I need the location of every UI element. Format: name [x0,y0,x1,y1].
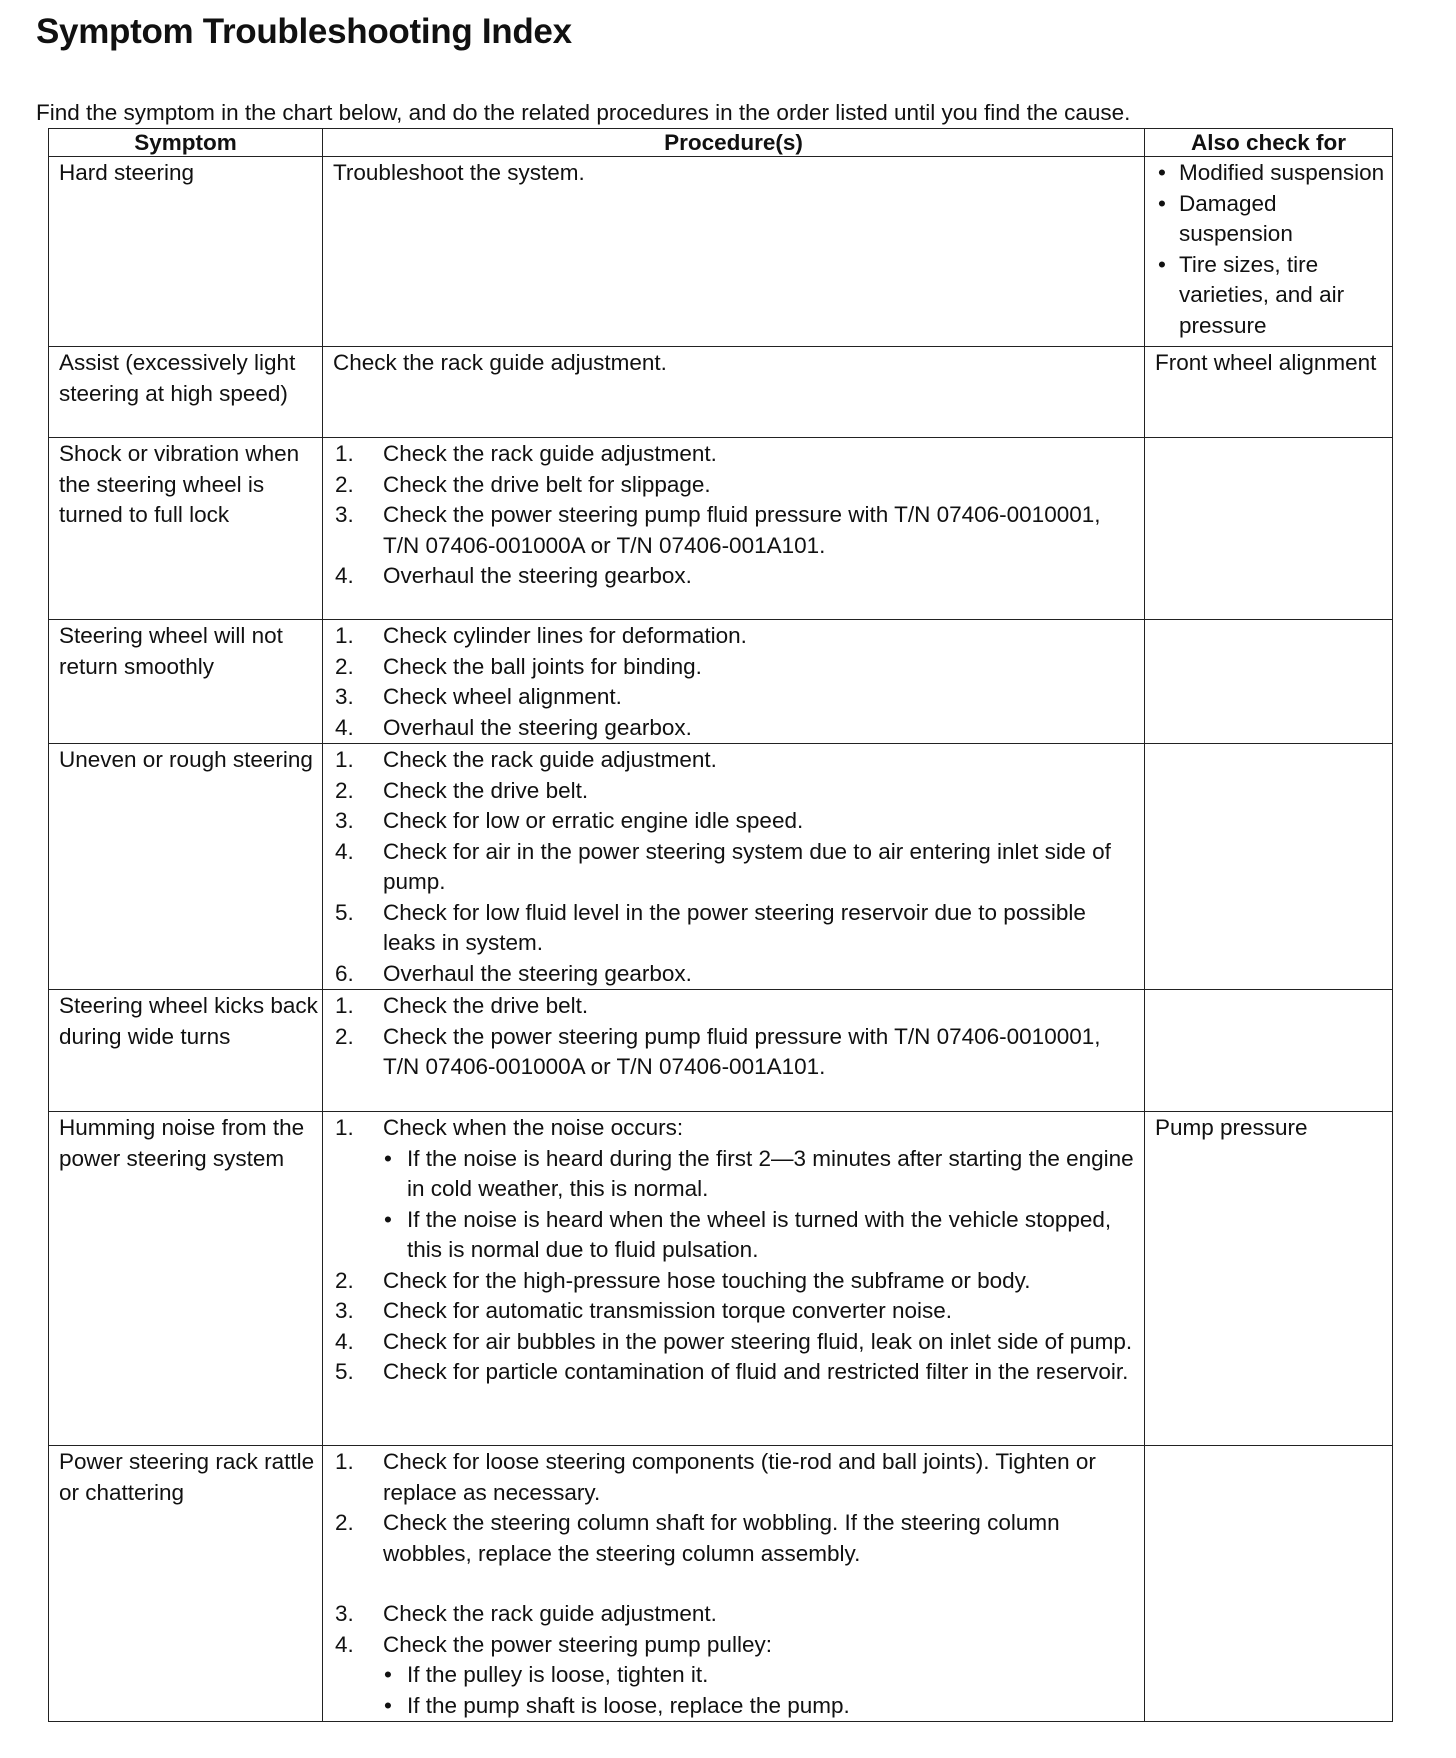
procedure-step: 1. Check for loose steering components (tie-rod and ball joints). Tighten or replace as necessary. [335,1449,1096,1505]
procedure-step: 4. Check the power steering pump pulley: • If the pulley is loose, tighten it. • If the pump shaft is loose, replace the pump. [333,1630,1140,1722]
procedure-step: 5. Check for particle contamination of fluid and restricted filter in the reservoir. [335,1359,1129,1384]
procedure-sub-item: • If the pulley is loose, tighten it. [383,1660,1140,1691]
procedure-step: 2. Check the ball joints for binding. [335,653,702,679]
procedure-sub-item: • If the pump shaft is loose, replace the pump. [383,1691,1140,1722]
header-symptom: Symptom [49,129,323,157]
procedure-step: 1. Check the drive belt. [335,993,589,1018]
also-check-cell [1145,438,1393,620]
troubleshooting-table [48,128,1393,1722]
procedure-step: 2. Check the drive belt. [335,777,589,803]
also-check-cell [1145,1446,1393,1722]
symptom-cell: Uneven or rough steering [49,744,323,990]
header-also-check: Also check for [1145,129,1393,157]
procedure-step: 3. Check wheel alignment. [335,684,622,709]
table-row [49,990,1393,1112]
procedure-step: 1. Check when the noise occurs: • If the noise is heard during the first 2—3 minutes after starting the engine in cold weather, this is normal. • If the noise is heard when the wheel is turned with the vehicle stopped, this is normal due to fluid pulsation. [333,1113,1140,1266]
header-row [49,129,1393,157]
procedure-cell [323,990,1145,1112]
procedure-cell [323,438,1145,620]
spacer [333,1569,1140,1599]
intro-text: Find the symptom in the chart below, and do the related procedures in the order listed until you find the cause. [36,100,1131,125]
procedure-cell: Check the rack guide adjustment. [323,347,1145,438]
also-check-cell [1145,157,1393,347]
header-procedures: Procedure(s) [323,129,1145,157]
symptom-cell: Steering wheel kicks back during wide turns [49,990,323,1112]
symptom-cell: Assist (excessively light steering at high speed) [49,347,323,438]
table-row [49,620,1393,744]
table-row [49,744,1393,990]
also-check-cell [1145,990,1393,1112]
procedure-step: 6. Overhaul the steering gearbox. [335,960,692,986]
procedure-step: 2. Check the power steering pump fluid pressure with T/N 07406-0010001, T/N 07406-001000A or T/N 07406-001A101. [335,1023,1101,1079]
procedure-step: 4. Overhaul the steering gearbox. [335,714,692,740]
procedure-step: 3. Check for automatic transmission torque converter noise. [335,1298,953,1323]
procedure-cell [323,620,1145,744]
table-row [49,1446,1393,1722]
symptom-cell: Hard steering [49,157,323,347]
procedure-step: 1. Check the rack guide adjustment. [335,747,717,772]
also-check-item: • Tire sizes, tire varieties, and air pressure [1155,250,1388,342]
procedure-step: 2. Check the drive belt for slippage. [335,471,711,497]
procedure-step: 3. Check for low or erratic engine idle speed. [335,808,804,833]
procedure-cell: Troubleshoot the system. [323,157,1145,347]
page-title: Symptom Troubleshooting Index [36,12,572,51]
also-check-cell [1145,620,1393,744]
procedure-step: 4. Check for air bubbles in the power steering fluid, leak on inlet side of pump. [335,1328,1133,1354]
procedure-step: 3. Check the power steering pump fluid pressure with T/N 07406-0010001, T/N 07406-001000A or T/N 07406-001A101. [335,502,1101,558]
also-check-cell: Pump pressure [1145,1112,1393,1446]
table-row [49,438,1393,620]
procedure-step: 1. Check the rack guide adjustment. [335,441,717,466]
procedure-step: 1. Check cylinder lines for deformation. [335,623,747,648]
symptom-cell: Steering wheel will not return smoothly [49,620,323,744]
procedure-step: 4. Overhaul the steering gearbox. [335,563,692,588]
table-row [49,1112,1393,1446]
also-check-item: • Damaged suspension [1155,189,1388,250]
symptom-cell: Power steering rack rattle or chattering [49,1446,323,1722]
procedure-step: 5. Check for low fluid level in the power steering reservoir due to possible leaks in system. [335,899,1086,955]
procedure-step: 3. Check the rack guide adjustment. [335,1601,717,1626]
procedure-step: 2. Check for the high-pressure hose touching the subframe or body. [335,1267,1031,1293]
procedure-sub-item: • If the noise is heard during the first 2—3 minutes after starting the engine in cold weather, this is normal. [383,1144,1140,1205]
table-row [49,347,1393,438]
procedure-step: 4. Check for air in the power steering system due to air entering inlet side of pump. [335,838,1111,894]
procedure-sub-item: • If the noise is heard when the wheel is turned with the vehicle stopped, this is normal due to fluid pulsation. [383,1205,1140,1266]
table-row [49,157,1393,347]
procedure-cell [323,1112,1145,1446]
procedure-cell [323,744,1145,990]
procedure-cell [323,1446,1145,1722]
also-check-cell [1145,744,1393,990]
also-check-item: • Modified suspension [1155,158,1388,189]
procedure-step: 2. Check the steering column shaft for wobbling. If the steering column wobbles, replace the steering column assembly. [335,1510,1060,1566]
symptom-cell: Humming noise from the power steering system [49,1112,323,1446]
symptom-cell: Shock or vibration when the steering wheel is turned to full lock [49,438,323,620]
also-check-cell: Front wheel alignment [1145,347,1393,438]
